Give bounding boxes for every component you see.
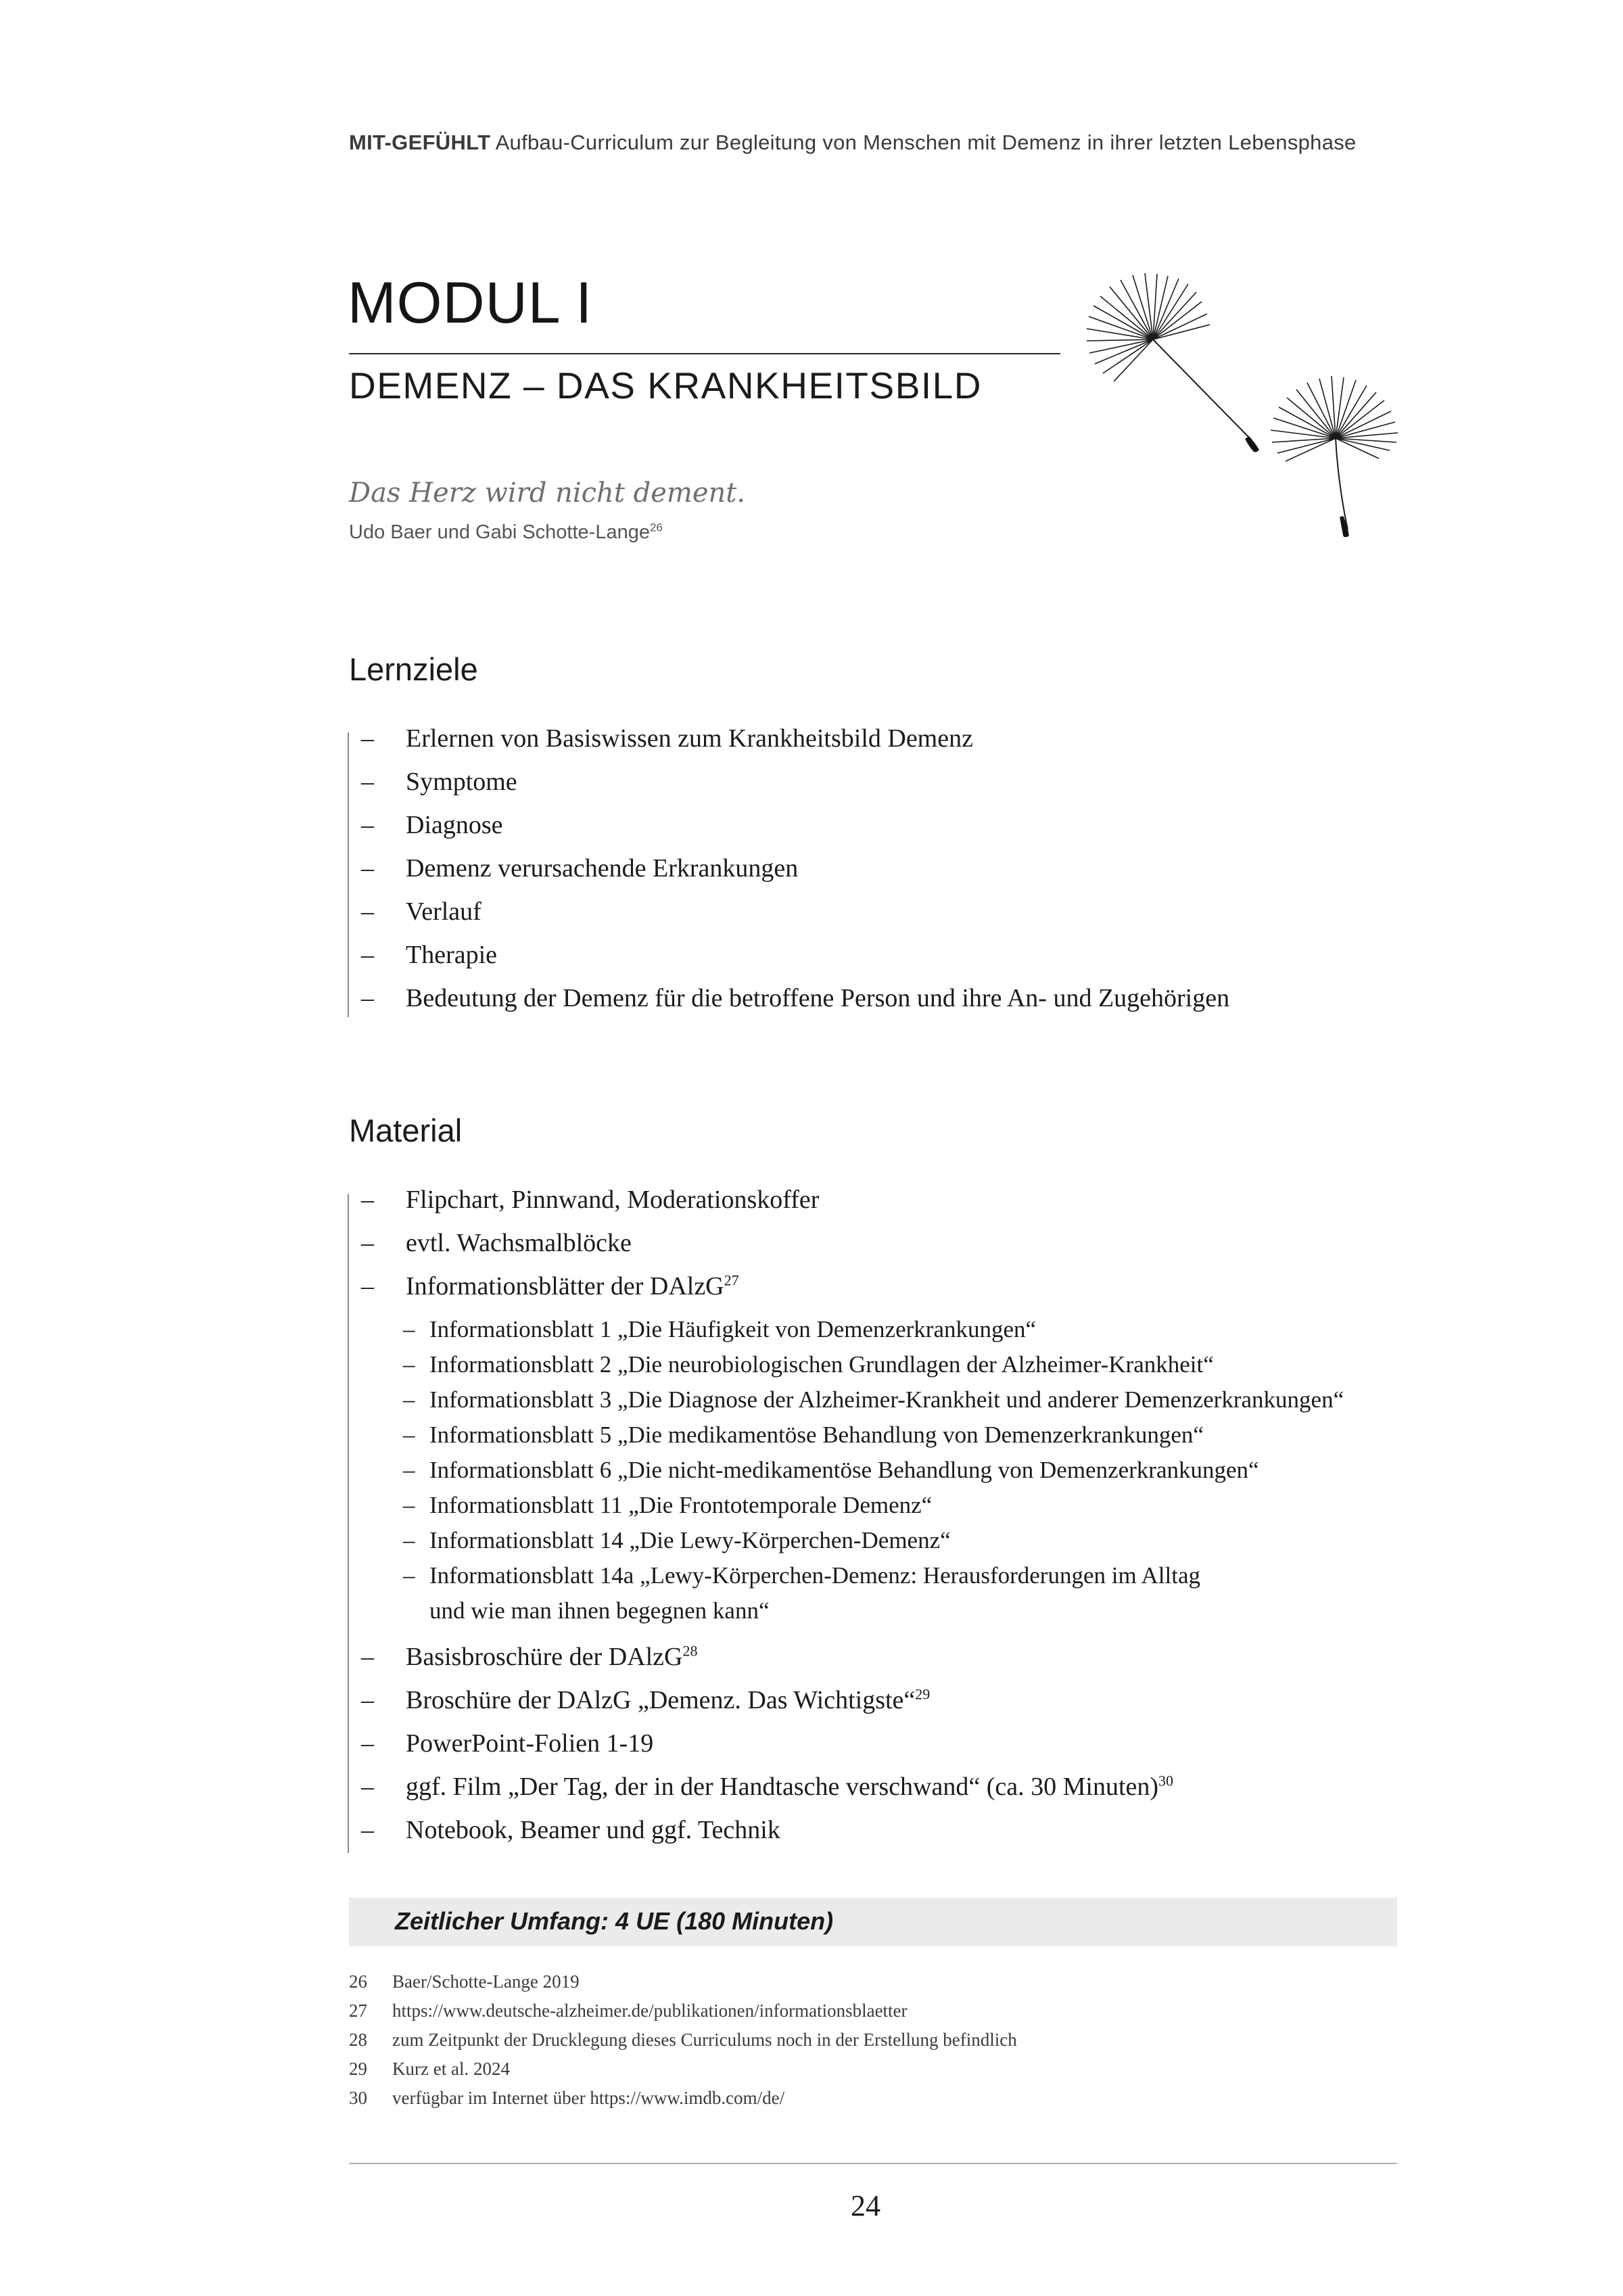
title-divider bbox=[349, 353, 1060, 354]
module-title: MODUL I bbox=[348, 271, 593, 335]
material-list: – Flipchart, Pinnwand, Moderationskoffer – evtl. Wachsmalblöcke – Informationsblätter der DAlzG$^{27}$ – Informationsblatt 1 „Die Häufigkeit von Demenzerkrankungen“ – Informationsblatt 2 „Die neurobiologischen Grundlagen der Alzheimer-Krankheit“ – Informationsblatt 3 „Die Diagnose der Alzheimer-Krankheit und anderer Demenzerkrankungen“ – Informationsblatt 5 „Die medikamentöse Behandlung von Demenzerkrankungen“ – Informationsblatt 6 „Die nicht-medikamentöse Behandlung von Demenzerkrankungen“ – Informationsblatt 11 „Die Frontotemporale Demenz“ – Informationsblatt 14 „Die Lewy-Körperchen-Demenz“ – Informationsblatt 14a „Lewy-Körperchen-Demenz: Herausforderungen im Alltag und wie man ihnen begegnen kann“ – Basisbroschüre der DAlzG$^{28}$ – Broschüre der DAlzG „Demenz. Das Wichtigste“$^{29}$ – PowerPoint-Folien 1-19 – ggf. Film „Der Tag, der in der Handtasche verschwand“ (ca. 30 Minuten)$^{30}$ – Notebook, Beamer und ggf. Technik bbox=[361, 1186, 1344, 1844]
time-scope-bar bbox=[349, 1898, 1397, 1946]
page-number: 24 bbox=[851, 2189, 880, 2222]
lernziele-heading: Lernziele bbox=[349, 651, 478, 687]
material-heading: Material bbox=[349, 1112, 463, 1148]
footnote-ref: 28 bbox=[682, 1642, 698, 1660]
material-list-rule bbox=[348, 1194, 349, 1853]
epigraph-author-name: Udo Baer und Gabi Schotte-Lange bbox=[349, 521, 650, 543]
module-subtitle: DEMENZ – DAS KRANKHEITSBILD bbox=[349, 365, 982, 406]
footnotes: 26 Baer/Schotte-Lange 2019 27 https://www.deutsche-alzheimer.de/publikationen/informationsblaetter 28 zum Zeitpunkt der Drucklegung dieses Curriculums noch in der Erstellung befindlich 29 Kurz et al. 2024 30 verfügbar im Internet über https://www.imdb.com/de/ bbox=[349, 1971, 1017, 2108]
footnote-ref: 26 bbox=[649, 521, 663, 534]
epigraph-author bbox=[349, 521, 663, 544]
dandelion-seeds-illustration bbox=[1082, 264, 1407, 588]
time-scope-text: Zeitlicher Umfang: 4 UE (180 Minuten) bbox=[395, 1907, 834, 1935]
lernziele-list-rule bbox=[348, 732, 349, 1017]
footnote-ref: 30 bbox=[1158, 1772, 1174, 1789]
footnote-ref: 29 bbox=[915, 1685, 931, 1703]
lernziele-list: – Erlernen von Basiswissen zum Krankheitsbild Demenz – Symptome – Diagnose – Demenz verursachende Erkrankungen – Verlauf – Therapie – Bedeutung der Demenz für die betroffene Person und ihre An- und Zugehörigen bbox=[361, 724, 1230, 1012]
running-head-subtitle: Aufbau-Curriculum zur Begleitung von Menschen mit Demenz in ihrer letzten Lebensphase bbox=[495, 131, 1357, 154]
running-head bbox=[349, 131, 1357, 155]
dandelion-seed-icon bbox=[1087, 273, 1398, 537]
running-head-brand: MIT-GEFÜHLT bbox=[349, 131, 491, 154]
epigraph-quote: Das Herz wird nicht dement. bbox=[349, 477, 746, 509]
footnote-ref: 27 bbox=[724, 1271, 739, 1289]
footer-divider bbox=[349, 2163, 1397, 2164]
